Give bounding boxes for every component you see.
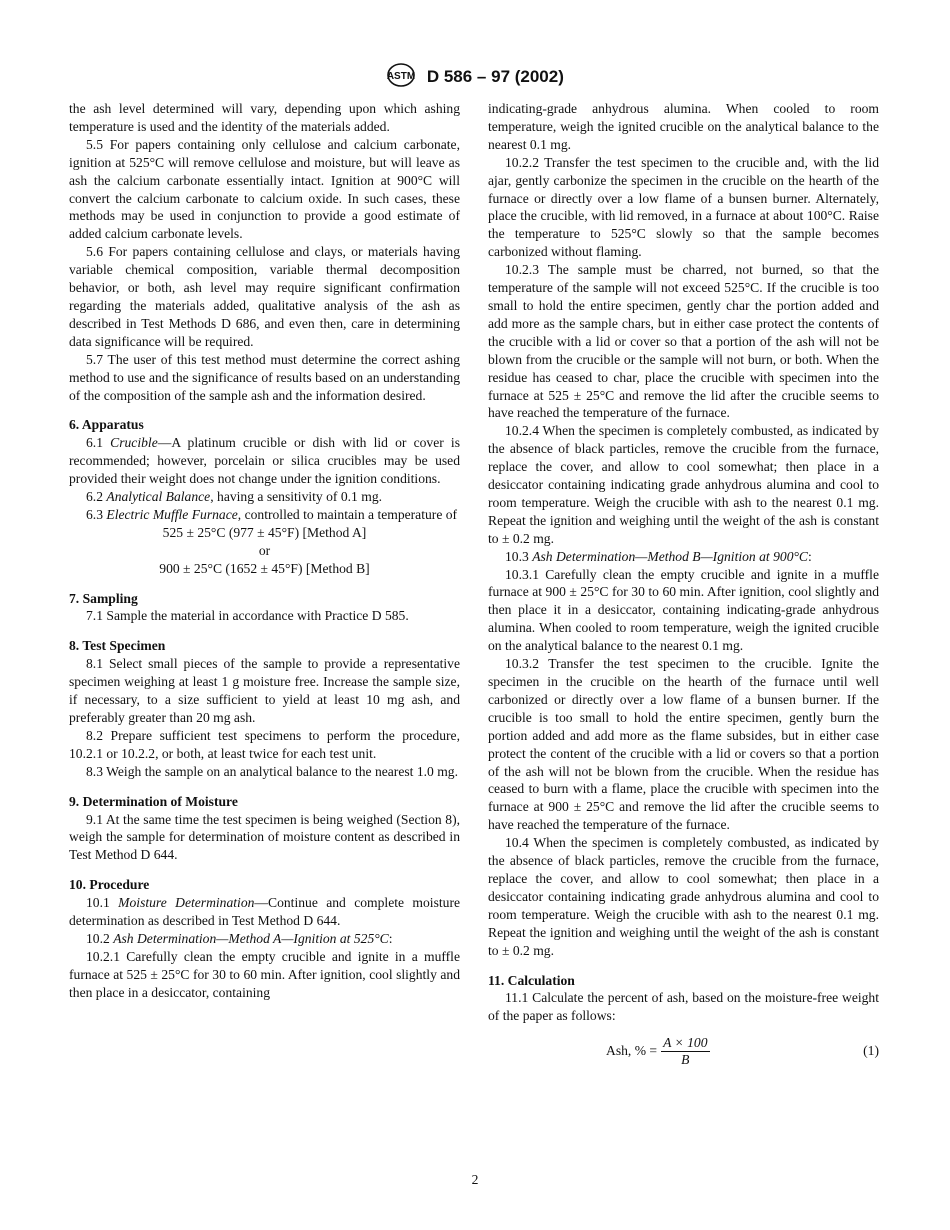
paragraph-number: 9.1 [86,811,103,827]
paragraph [69,948,460,1002]
paragraph-term: Moisture Determination [118,895,255,911]
paragraph-text: Sample the material in accordance with Practice D 585. [106,608,409,624]
paragraph-number: 10.2 [86,930,110,946]
section-heading: 11. Calculation [488,972,575,988]
paragraph-text: Prepare sufficient test specimens to perform the procedure, 10.2.1 or 10.2.2, or both, at least twice for each test unit. [69,727,460,761]
paragraph-text: : [808,548,812,564]
left-column [69,100,460,1002]
paragraph [488,261,879,422]
paragraph-number: 10.1 [86,895,110,911]
paragraph-number: 10.2.3 [505,262,539,278]
paragraph-number: 8.1 [86,656,103,672]
paragraph [488,834,879,959]
paragraph-text: At the same time the test specimen is being weighed (Section 8), weigh the sample for determination of moisture content as described in Test Method D 644. [69,811,460,863]
paragraph-text: The sample must be charred, not burned, so that the temperature of the sample will not exceed 525°C. If the crucible is too small to hold the entire specimen, gently char the portion added and add more as the sample chars, but in either case protect the contents of the crucible with a lid or cover so that a portion of the ash will not be blown from the crucible or the sample will not burn, or both. When the residue has ceased to char, place the crucible with specimen into the furnace at 525 ± 25°C and remove the lid after the crucible seems to have reached the temperature of the furnace. [488,262,879,421]
paragraph-text: Carefully clean the empty crucible and ignite in a muffle furnace at 525 ± 25°C for 30 to 60 min. After ignition, cool slightly and then place in a desiccator, containing [69,948,460,1000]
equation-number: (1) [863,1043,879,1059]
paragraph-text: Transfer the test specimen to the crucible. Ignite the specimen in the crucible on the hearth of the furnace until well carbonized or directly over a low flame of a bunsen burner. If the crucible is too small to hold the entire specimen, gently burn the portion added and add more as the flame subsides, but in either case protect the content of the crucible with a lid or covers so that a portion of the ash will not be blown from the crucible. When the residue has ceased to burn with a flame, place the crucible with specimen into the furnace at 900 ± 25°C and remove the lid after the crucible seems to have reached the temperature of the furnace. [488,656,879,833]
centered-line: 900 ± 25°C (1652 ± 45°F) [Method B] [159,560,370,576]
paragraph [69,506,460,524]
paragraph-text: Transfer the test specimen to the crucible and, with the lid ajar, gently carbonize the specimen in the crucible on the hearth of the furnace or directly over a low flame of a bunsen burner. Alternately, place the crucible, with lid removed, in a furnace at about 100°C. Raise the temperature to 525°C slowly so that the sample becomes carbonized without flaming. [488,154,879,260]
paragraph [69,243,460,350]
paragraph [69,727,460,763]
paragraph-text: For papers containing cellulose and clays, or materials having variable chemical composition, variable thermal decomposition behavior, or both, ash level may require significant confirmation regarding the materials added, qualitative analysis of the ash as described in Test Methods D 686, and even then, care in determining data significance will be required. [69,244,460,349]
paragraph-term: Electric Muffle Furnace [106,506,238,522]
paragraph-text: For papers containing only cellulose and calcium carbonate, ignition at 525°C will remove cellulose and moisture, but will leave as ash the calcium carbonate essentially intact. Ignition at 900°C will convert the calcium carbonate to calcium oxide. In such cases, these methods may be used in conjunction to provide a good estimate of added calcium carbonate levels. [69,136,460,242]
paragraph-term: Analytical Balance [106,489,211,505]
paragraph [488,422,879,547]
paragraph-number: 10.4 [505,835,529,851]
paragraph-text: Weigh the sample on an analytical balance to the nearest 1.0 mg. [106,763,458,779]
equation-lhs: Ash, % = [606,1043,658,1059]
centered-line: 525 ± 25°C (977 ± 45°F) [Method A] [162,524,367,540]
paragraph-text: , controlled to maintain a temperature of [237,506,458,522]
section-heading: 10. Procedure [69,877,150,893]
astm-logo-icon [386,62,416,93]
paragraph [69,100,460,136]
paragraph-text: When the specimen is completely combusted, as indicated by the absence of black particles, remove the crucible from the furnace, replace the cover, and allow to cool somewhat; then place in a desiccator containing indicating grade anhydrous alumina and cool to room temperature. Weigh the crucible with ash to the nearest 0.1 mg. Repeat the ignition and weighing until the weight of the ash is constant to ± 0.2 mg. [488,423,879,546]
paragraph-number: 10.3.2 [505,656,539,672]
equation [488,1031,879,1071]
paragraph-number: 8.2 [86,727,103,743]
paragraph-number: 11.1 [505,990,529,1006]
page-header [0,62,950,93]
section-heading: 6. Apparatus [69,417,144,433]
paragraph-number: 6.1 [86,435,103,451]
paragraph-number: 8.3 [86,763,103,779]
paragraph-number: 6.2 [86,489,103,505]
paragraph [69,763,460,781]
paragraph [488,154,879,261]
paragraph-text: the ash level determined will vary, depending upon which ashing temperature is used and the identity of the materials added. [69,101,460,134]
paragraph [69,351,460,405]
paragraph [488,548,879,566]
paragraph [69,811,460,865]
paragraph-number: 10.2.2 [505,154,539,170]
paragraph-text: —A platinum crucible or dish with lid or cover is recommended; however, porcelain or silica crucibles may be used provided their weight does not change under the ignition conditions. [69,435,460,487]
fraction-denominator: B [681,1051,690,1067]
paragraph-number: 5.6 [86,244,103,260]
paragraph-text: indicating-grade anhydrous alumina. When cooled to room temperature, weigh the ignited crucible on the analytical balance to the nearest 0.1 mg. [488,101,879,152]
paragraph-text: , having a sensitivity of 0.1 mg. [210,489,383,505]
paragraph [69,136,460,243]
paragraph-text: Carefully clean the empty crucible and ignite in a muffle furnace at 900 ± 25°C for 30 to 60 min. After ignition, cool slightly and then place it in a desiccator, containing indicating-grade anhydrous alumina. When cooled to room temperature, weigh the ignited crucible on the analytical balance to the nearest 0.1 mg. [488,566,879,654]
paragraph-number: 7.1 [86,608,103,624]
paragraph-number: 6.3 [86,506,103,522]
paragraph-number: 10.2.4 [505,423,539,439]
paragraph-text: : [388,930,393,946]
page-number: 2 [471,1172,479,1187]
paragraph [488,989,879,1025]
paragraph-text: When the specimen is completely combusted, as indicated by the absence of black particles, remove the crucible from the furnace, replace the cover, and allow to cool somewhat; then place in a desiccator containing indicating grade anhydrous alumina and cool to room temperature. Weigh the crucible with ash to the nearest 0.1 mg. Repeat the ignition and weighing until the weight of the ash is constant to ± 0.2 mg. [488,835,879,958]
fraction [661,1035,709,1068]
paragraph-number: 10.3.1 [505,566,539,582]
paragraph [488,655,879,834]
paragraph-text: The user of this test method must determine the correct ashing method to use and the significance of results based on an understanding of the composition of the sample ash and the information desired. [69,351,461,403]
section-heading: 9. Determination of Moisture [69,793,238,809]
paragraph-number: 10.3 [505,548,529,564]
paragraph-term: Ash Determination—Method B—Ignition at 900°C [532,548,808,564]
fraction-numerator: A × 100 [663,1034,708,1050]
paragraph [69,894,460,930]
centered-line: or [258,542,271,558]
document-designation: D 586 – 97 (2002) [426,66,564,86]
paragraph-text: Select small pieces of the sample to provide a representative specimen weighing at least 1 g moisture free. Increase the sample size, if necessary, to a size sufficient to yield at least 10 mg ash, and preferably greater than 20 mg ash. [69,656,461,725]
paragraph [488,566,879,656]
section-heading: 7. Sampling [69,590,138,606]
paragraph-number: 10.2.1 [86,948,120,964]
paragraph-term: Ash Determination—Method A—Ignition at 525°C [113,930,389,946]
paragraph-number: 5.7 [86,351,103,367]
paragraph-number: 5.5 [86,136,103,152]
paragraph [69,607,460,625]
right-column [488,100,879,1071]
paragraph [69,488,460,506]
svg-text:ASTM: ASTM [386,71,416,82]
paragraph-term: Crucible [110,435,158,451]
paragraph-text: —Continue and complete moisture determination as described in Test Method D 644. [69,895,460,929]
paragraph [488,100,879,154]
paragraph [69,434,460,488]
paragraph [69,655,460,727]
section-heading: 8. Test Specimen [69,638,166,654]
paragraph-text: Calculate the percent of ash, based on the moisture-free weight of the paper as follows: [488,990,879,1024]
paragraph [69,930,460,948]
